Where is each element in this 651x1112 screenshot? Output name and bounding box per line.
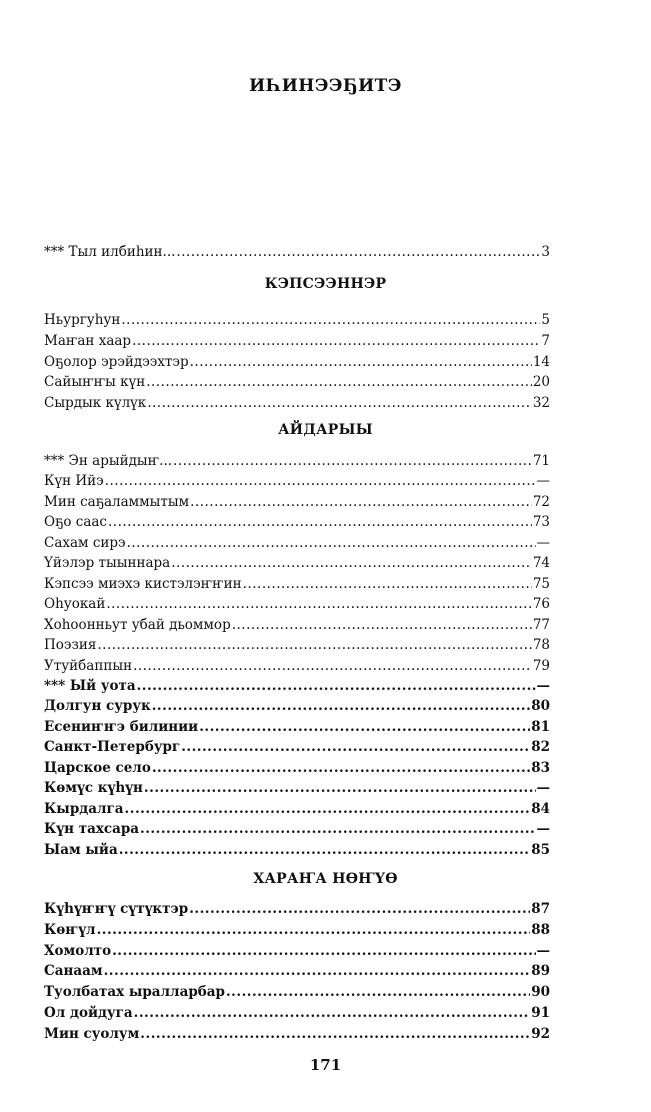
toc-entry-title: Кырдалга xyxy=(44,800,124,817)
toc-leader-dots xyxy=(137,676,536,696)
toc-entry-title: Долгун сурук xyxy=(44,698,151,715)
toc-entry-page: 7 xyxy=(541,332,550,349)
toc-leader-dots xyxy=(108,512,532,532)
toc-entry xyxy=(44,331,550,351)
toc-entry-page: 79 xyxy=(532,657,550,674)
toc-leader-dots xyxy=(121,310,540,330)
toc-entry-page: 5 xyxy=(541,312,550,328)
toc-entry-page: 72 xyxy=(532,493,550,510)
toc-leader-dots xyxy=(190,492,532,512)
toc-entry-page: 78 xyxy=(532,637,550,654)
toc-leader-dots xyxy=(140,819,535,839)
toc-leader-dots xyxy=(112,941,535,961)
toc-entry-title: *** Тыл илбиһин... xyxy=(44,244,176,260)
toc-entry-page: — xyxy=(536,534,550,551)
toc-leader-dots xyxy=(119,840,531,860)
toc-entry-title: Ньургуһун xyxy=(44,312,121,328)
toc-entry-page: 20 xyxy=(532,374,550,391)
toc-entry xyxy=(44,492,550,512)
toc-entry-page: 75 xyxy=(532,575,550,592)
toc-entry xyxy=(44,594,550,614)
toc-entry-title: Царское село xyxy=(44,759,151,776)
toc-entry xyxy=(44,717,550,737)
toc-entry-title: Оҕо саас xyxy=(44,514,107,531)
toc-entry xyxy=(44,635,550,655)
toc-entry xyxy=(44,533,550,553)
toc-entry-title: Хомолто xyxy=(44,942,112,959)
toc-entry-page: 74 xyxy=(532,555,550,572)
toc-entry xyxy=(44,1003,550,1023)
toc-entry-page: 71 xyxy=(532,453,550,469)
section-title-aidaryy: АЙДАРЫЫ xyxy=(278,422,373,438)
section-title-kharanga-nonguo: ХАРАҤА НӨҤҮӨ xyxy=(253,871,398,887)
toc-entry-title: Мин суолум xyxy=(44,1025,140,1042)
toc-entry-title: Оҕолор эрэйдээхтэр xyxy=(44,353,189,370)
toc-entry xyxy=(44,451,550,471)
toc-entry-page: — xyxy=(536,821,550,838)
toc-entry xyxy=(44,352,550,372)
toc-entry-page: 91 xyxy=(531,1005,550,1021)
toc-entry-title: *** Эн арыйдыҥ... xyxy=(44,453,173,469)
toc-entry-page: 92 xyxy=(531,1025,550,1042)
toc-entry-title: Күһүҥҥү сүтүктэр xyxy=(44,901,189,917)
toc-leader-dots xyxy=(140,1024,530,1044)
page-title: ИҺИНЭЭҔИТЭ xyxy=(249,76,402,96)
toc-entry xyxy=(44,758,550,778)
toc-leader-dots xyxy=(243,574,532,594)
toc-leader-dots xyxy=(176,242,540,262)
toc-entry-title: Сайыҥҥы күн xyxy=(44,374,146,391)
toc-entry-page: 82 xyxy=(531,739,550,756)
toc-leader-dots xyxy=(105,471,536,491)
toc-entry xyxy=(44,982,550,1002)
toc-entry-page: 87 xyxy=(531,901,550,917)
toc-leader-dots xyxy=(144,778,536,798)
toc-leader-dots xyxy=(125,799,531,819)
toc-entry-title: Ыам ыйа xyxy=(44,841,118,858)
toc-entry xyxy=(44,819,550,839)
toc-entry-title: Утуйбаппын xyxy=(44,657,133,674)
toc-entry xyxy=(44,920,550,940)
toc-leader-dots xyxy=(133,656,532,676)
toc-entry xyxy=(44,676,550,696)
toc-entry xyxy=(44,310,550,330)
toc-entry-page: — xyxy=(536,473,550,490)
toc-entry-title: Хоһоонньут убай дьоммор xyxy=(44,616,231,633)
toc-entry-page: 14 xyxy=(532,353,550,370)
toc-entry-title: Ол дойдуга xyxy=(44,1005,133,1021)
toc-entry-page: — xyxy=(536,677,550,694)
toc-entry-title: *** Ый уота xyxy=(44,677,136,694)
toc-entry xyxy=(44,941,550,961)
toc-entry-title: Есениҥҥэ билинии xyxy=(44,718,199,735)
toc-entry xyxy=(44,961,550,981)
toc-entry-title: Санкт-Петербург xyxy=(44,739,181,756)
toc-entry-title: Сахам сирэ xyxy=(44,534,126,551)
toc-entry-page: 84 xyxy=(531,800,550,817)
toc-entry xyxy=(44,899,550,919)
toc-entry-title: Маҥан хаар xyxy=(44,332,132,349)
toc-entry-page: 32 xyxy=(532,395,550,412)
toc-leader-dots xyxy=(134,1003,531,1023)
toc-leader-dots xyxy=(97,920,531,940)
toc-entry-page: 83 xyxy=(531,759,550,776)
toc-entry-title: Үйэлэр тыыннара xyxy=(44,555,171,572)
toc-leader-dots xyxy=(199,717,530,737)
toc-entry-page: 76 xyxy=(532,596,550,613)
toc-leader-dots xyxy=(171,553,532,573)
toc-entry-title: Санаам xyxy=(44,963,103,980)
toc-entry-page: — xyxy=(536,942,550,959)
page-number: 171 xyxy=(309,1056,342,1074)
toc-leader-dots xyxy=(181,737,530,757)
toc-entry-title: Көҥүл xyxy=(44,921,96,938)
toc-entry xyxy=(44,615,550,635)
toc-leader-dots xyxy=(104,961,531,981)
toc-entry xyxy=(44,553,550,573)
toc-leader-dots xyxy=(152,696,530,716)
toc-entry xyxy=(44,574,550,594)
toc-entry-title: Мин саҕаламмытым xyxy=(44,493,190,510)
toc-entry xyxy=(44,799,550,819)
toc-leader-dots xyxy=(127,533,536,553)
toc-entry-title: Сырдык күлүк xyxy=(44,395,147,412)
toc-entry-page: — xyxy=(536,780,550,797)
toc-leader-dots xyxy=(226,982,530,1002)
toc-entry-page: 80 xyxy=(531,698,550,715)
toc-entry-page: 85 xyxy=(531,841,550,858)
toc-leader-dots xyxy=(132,331,540,351)
toc-entry-page: 90 xyxy=(531,984,550,1001)
toc-entry-page: 81 xyxy=(531,718,550,735)
toc-entry-title: Күн Ийэ xyxy=(44,473,104,490)
toc-entry-page: 3 xyxy=(541,244,550,260)
toc-leader-dots xyxy=(189,899,530,919)
toc-entry xyxy=(44,512,550,532)
toc-leader-dots xyxy=(173,451,532,471)
toc-entry-page: 77 xyxy=(532,616,550,633)
toc-entry-title: Оһуокай xyxy=(44,596,106,613)
toc-leader-dots xyxy=(147,393,532,413)
toc-entry-page: 89 xyxy=(531,963,550,980)
toc-entry xyxy=(44,778,550,798)
toc-entry xyxy=(44,656,550,676)
toc-entry-page: 73 xyxy=(532,514,550,531)
toc-entry-page: 88 xyxy=(531,921,550,938)
toc-entry-title: Кэпсээ миэхэ кистэлэҥҥин xyxy=(44,575,242,592)
section-title-kepseenner: КЭПСЭЭННЭР xyxy=(264,276,387,292)
toc-leader-dots xyxy=(106,594,531,614)
toc-entry-title: Күн тахсара xyxy=(44,821,140,838)
toc-entry xyxy=(44,372,550,392)
toc-entry xyxy=(44,1024,550,1044)
toc-entry xyxy=(44,696,550,716)
toc-leader-dots xyxy=(190,352,532,372)
toc-entry xyxy=(44,471,550,491)
toc-entry-title: Көмүс күһүн xyxy=(44,780,143,797)
toc-entry xyxy=(44,393,550,413)
toc-entry xyxy=(44,840,550,860)
toc-leader-dots xyxy=(97,635,531,655)
toc-entry-title: Туолбатах ыралларбар xyxy=(44,984,225,1001)
toc-leader-dots xyxy=(146,372,532,392)
toc-entry-title: Поэзия xyxy=(44,637,97,654)
toc-leader-dots xyxy=(232,615,532,635)
toc-entry xyxy=(44,737,550,757)
toc-entry-intro xyxy=(44,242,550,262)
toc-leader-dots xyxy=(152,758,530,778)
